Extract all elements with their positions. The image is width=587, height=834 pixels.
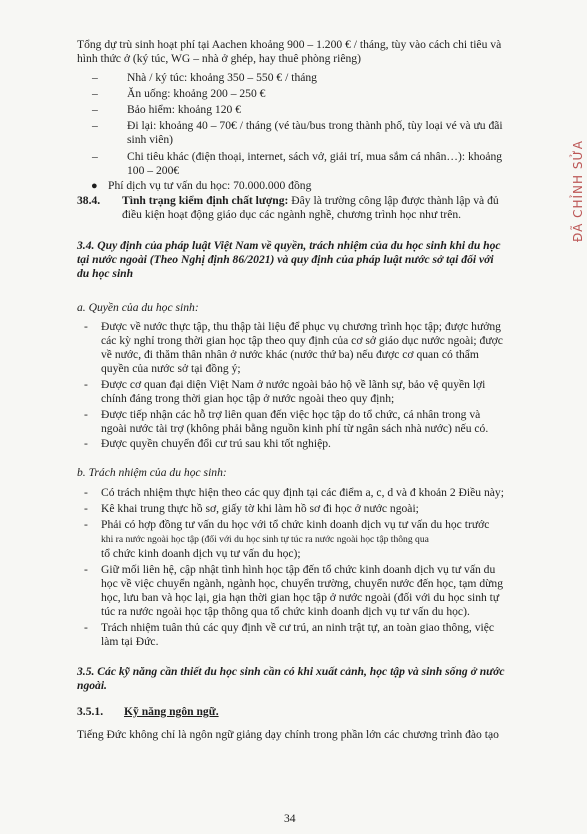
heading: tại nước ngoài (Theo Nghị định 86/2021) và quy định của pháp luật nước sở tại đối với [77,253,494,266]
dash-marker: – [92,119,98,132]
list-item: Trách nhiệm tuân thủ các quy định về cư trú, an ninh trật tự, an toàn giao thông, việc [101,621,495,634]
heading: 3.5. Các kỹ năng cần thiết du học sinh cần có khi xuất cảnh, học tập và sinh sống ở nước [77,665,505,678]
dash-marker: – [92,103,98,116]
list-item: Giữ mối liên hệ, cập nhật tình hình học tập đến tổ chức kinh doanh dịch vụ tư vấn du [101,563,496,576]
section-text: Đây là trường công lập được thành lập và đủ [288,194,499,207]
list-item: Kê khai trung thực hồ sơ, giấy tờ khi làm hồ sơ đi học ở nước ngoài; [101,502,419,515]
text-line: hình thức ở (ký túc, WG – nhà ở ghép, hay thuê phòng riêng) [77,52,361,65]
dash-marker: - [84,486,88,499]
dash-marker: - [84,621,88,634]
list-item-continued: làm tại Đức. [101,635,159,648]
bullet-marker: ● [91,180,98,192]
list-item: Phải có hợp đồng tư vấn du học với tổ chức kinh doanh dịch vụ tư vấn du học trước [101,518,490,531]
subheading: a. Quyền của du học sinh: [77,301,199,314]
dash-marker: - [84,408,88,421]
list-item: Được về nước thực tập, thu thập tài liệu để phục vụ chương trình học tập; được hưởng [101,320,501,333]
dash-marker: - [84,518,88,531]
section-number: 38.4. [77,194,101,207]
list-item: Ăn uống: khoảng 200 – 250 € [127,87,266,100]
dash-marker: - [84,320,88,333]
list-item-continued: quyền của nước sở tại đồng ý; [101,362,241,375]
list-item-continued: các kỳ nghỉ trong thời gian học tập theo quy định của cơ sở giáo dục nước ngoài; được [101,334,503,347]
heading: ngoài. [77,679,107,692]
list-item: Bảo hiểm: khoảng 120 € [127,103,241,116]
dash-marker: - [84,437,88,450]
list-item: Đi lại: khoảng 40 – 70€ / tháng (vé tàu/bus trong thành phố, tùy loại vé và ưu đãi [127,119,503,132]
heading: du học sinh [77,267,134,280]
text-line: Tiếng Đức không chỉ là ngôn ngữ giảng dạy chính trong phần lớn các chương trình đào tạo [77,728,499,741]
dash-marker: – [92,87,98,100]
subheading: b. Trách nhiệm của du học sinh: [77,466,227,479]
list-item-continued: 100 – 200€ [127,164,180,177]
heading: 3.4. Quy định của pháp luật Việt Nam về quyền, trách nhiệm của du học sinh khi du học [77,239,501,252]
dash-marker: - [84,502,88,515]
dash-marker: – [92,150,98,163]
list-item: Nhà / ký túc: khoảng 350 – 550 € / tháng [127,71,317,84]
text-line: Tổng dự trù sinh hoạt phí tại Aachen khoảng 900 – 1.200 € / tháng, tùy vào cách chi tiêu và [77,38,502,51]
section-text-continued: điều kiện hoạt động giáo dục các ngành nghề, chương trình học như trên. [122,208,462,221]
list-item-continued: tổ chức kinh doanh dịch vụ tư vấn du học); [101,547,301,560]
list-item-continued: ngoài nước tài trợ (không phải bằng nguồn kinh phí từ ngân sách nhà nước) nếu có. [101,422,489,435]
dash-marker: – [92,71,98,84]
list-item-continued: túc ra nước ngoài học tập thông qua tổ chức kinh doanh dịch vụ tư vấn du học). [101,605,470,618]
section-lead: Tình trạng kiểm định chất lượng: [122,194,289,207]
list-item: Được cơ quan đại diện Việt Nam ở nước ngoài bảo hộ về lãnh sự, bảo vệ quyền lợi [101,378,486,391]
bullet-item: Phí dịch vụ tư vấn du học: 70.000.000 đồng [108,179,312,192]
subsection-number: 3.5.1. [77,705,104,718]
section-paragraph [122,194,499,208]
list-item: Được quyền chuyển đổi cư trú sau khi tốt nghiệp. [101,437,331,450]
list-item: Chi tiêu khác (điện thoại, internet, sách vở, giải trí, mua sắm cá nhân…): khoảng [127,150,503,163]
dash-marker: - [84,378,88,391]
list-item: Được tiếp nhận các hỗ trợ liên quan đến việc học tập do tổ chức, cá nhân trong và [101,408,481,421]
list-item: Có trách nhiệm thực hiện theo các quy định tại các điểm a, c, d và đ khoản 2 Điều này; [101,486,504,499]
list-item-continued: khi ra nước ngoài học tập (đối với du học sinh tự túc ra nước ngoài học tập thông qua [101,534,429,545]
list-item-continued: chính đáng trong thời gian học tập ở nước ngoài theo quy định; [101,392,395,405]
list-item-continued: sinh viên) [127,133,174,146]
list-item-continued: học, lưu ban và học lại, gia hạn thời gian học tập ở nước ngoài (đối với du học sinh tự [101,591,500,604]
subsection-title: Kỹ năng ngôn ngữ. [124,705,219,718]
page-number: 34 [284,812,296,825]
list-item-continued: học về việc chuyển ngành, ngành học, chuyển trường, chuyển nước đến học, tạm dừng [101,577,503,590]
list-item-continued: về nước, đi thăm thân nhân ở nước khác (nước thứ ba) nếu được cơ quan có thẩm [101,348,479,361]
margin-stamp: ĐÃ CHỈNH SỬA [571,140,585,242]
dash-marker: - [84,563,88,576]
